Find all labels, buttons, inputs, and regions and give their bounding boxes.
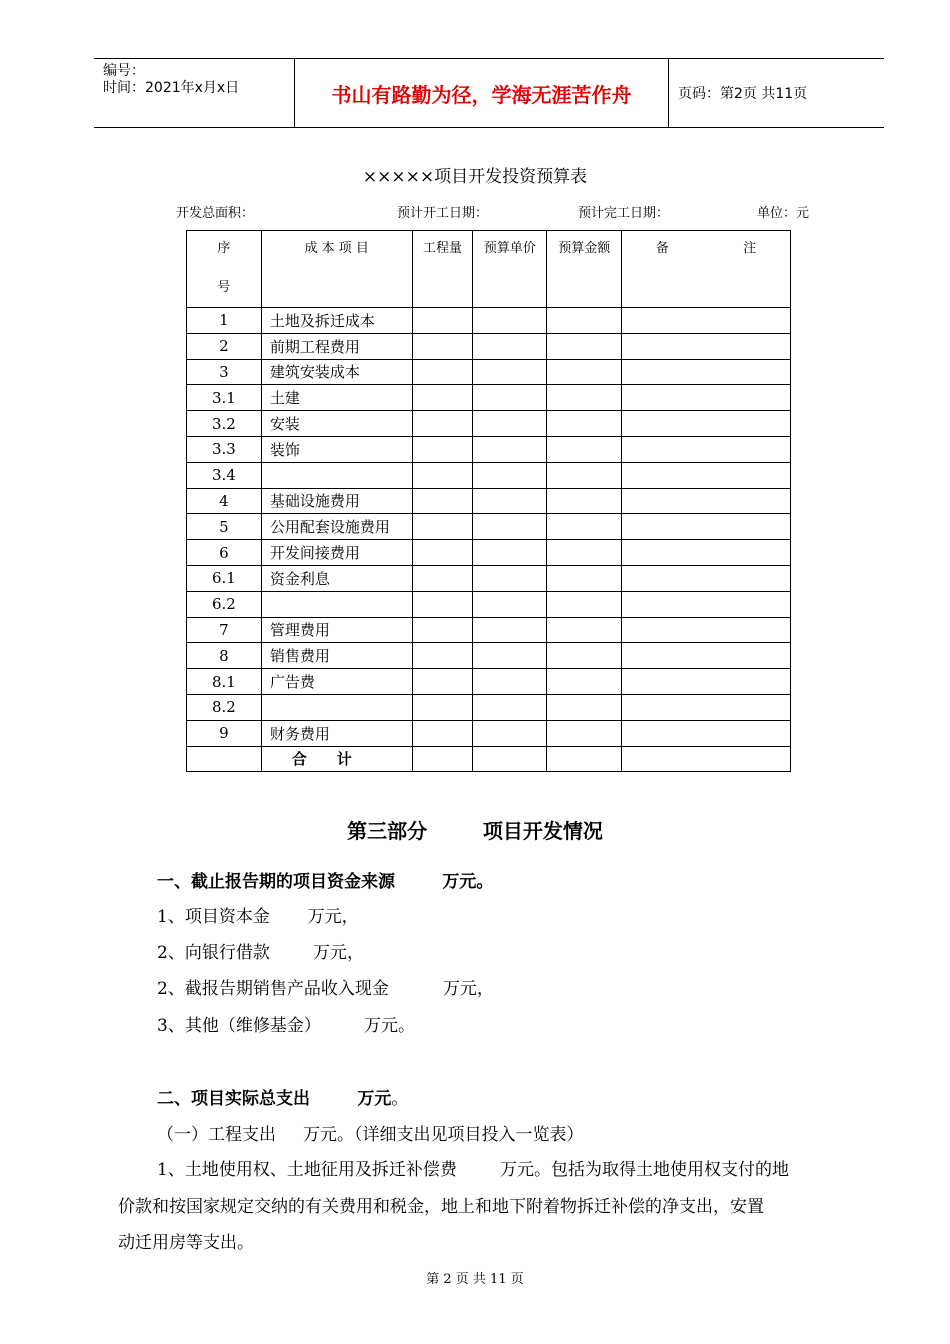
row-remark-cell bbox=[622, 514, 791, 540]
row-amount-cell bbox=[547, 488, 622, 514]
row-amount-cell bbox=[547, 514, 622, 540]
row-remark-cell bbox=[622, 385, 791, 411]
row-item: 前期工程费用 bbox=[261, 333, 412, 359]
row-remark-cell bbox=[622, 565, 791, 591]
table-body bbox=[187, 308, 791, 747]
row-unit-price-cell bbox=[473, 359, 547, 385]
row-item: 财务费用 bbox=[261, 720, 412, 746]
row-amount-cell bbox=[547, 669, 622, 695]
row-item: 销售费用 bbox=[261, 643, 412, 669]
row-unit-price-cell bbox=[473, 617, 547, 643]
row-quantity-cell bbox=[412, 591, 473, 617]
row-seq: 8.1 bbox=[187, 669, 262, 695]
row-amount-cell bbox=[547, 617, 622, 643]
table-row bbox=[187, 514, 791, 540]
row-seq: 3 bbox=[187, 359, 262, 385]
row-amount-cell bbox=[547, 359, 622, 385]
row-quantity-cell bbox=[412, 411, 473, 437]
row-quantity-cell bbox=[412, 436, 473, 462]
header-seq bbox=[187, 231, 262, 308]
funding-item-3: 2、截报告期销售产品收入现金 万元， bbox=[157, 979, 494, 999]
total-remark-cell bbox=[622, 746, 791, 772]
row-unit-price-cell bbox=[473, 565, 547, 591]
paragraph-line-1: 1、土地使用权、土地征用及拆迁补偿费 万元。包括为取得土地使用权支付的地 bbox=[157, 1160, 790, 1180]
row-unit-price-cell bbox=[473, 540, 547, 566]
table-row bbox=[187, 694, 791, 720]
row-remark-cell bbox=[622, 411, 791, 437]
funding-item-4: 3、其他（维修基金） 万元。 bbox=[157, 1016, 416, 1036]
row-seq: 8 bbox=[187, 643, 262, 669]
row-seq: 8.2 bbox=[187, 694, 262, 720]
row-seq: 4 bbox=[187, 488, 262, 514]
row-item: 安装 bbox=[261, 411, 412, 437]
heading-total-expenditure bbox=[157, 1084, 408, 1109]
row-unit-price-cell bbox=[473, 720, 547, 746]
section-title: 第三部分 项目开发情况 bbox=[347, 819, 603, 843]
header-unit-price: 预算单价 bbox=[473, 231, 547, 308]
total-amount-cell bbox=[547, 746, 622, 772]
row-remark-cell bbox=[622, 488, 791, 514]
budget-table bbox=[186, 230, 791, 772]
row-seq: 7 bbox=[187, 617, 262, 643]
row-amount-cell bbox=[547, 411, 622, 437]
row-quantity-cell bbox=[412, 385, 473, 411]
row-remark-cell bbox=[622, 359, 791, 385]
row-seq: 2 bbox=[187, 333, 262, 359]
paragraph-line-3: 动迁用房等支出。 bbox=[118, 1233, 254, 1253]
motto: 书山有路勤为径，学海无涯苦作舟 bbox=[295, 59, 669, 127]
page-header bbox=[94, 58, 884, 128]
row-quantity-cell bbox=[412, 462, 473, 488]
row-unit-price-cell bbox=[473, 436, 547, 462]
header-item: 成 本 项 目 bbox=[261, 231, 412, 308]
heading-funding-sources: 一、截止报告期的项目资金来源 万元。 bbox=[157, 872, 494, 892]
row-remark-cell bbox=[622, 591, 791, 617]
row-item: 土地及拆迁成本 bbox=[261, 308, 412, 334]
row-item bbox=[261, 694, 412, 720]
table-title: ×××××项目开发投资预算表 bbox=[362, 167, 588, 187]
row-remark-cell bbox=[622, 540, 791, 566]
row-seq: 3.2 bbox=[187, 411, 262, 437]
table-row bbox=[187, 436, 791, 462]
table-row bbox=[187, 565, 791, 591]
meta-area: 开发总面积： bbox=[176, 206, 255, 221]
row-unit-price-cell bbox=[473, 488, 547, 514]
row-remark-cell bbox=[622, 694, 791, 720]
row-quantity-cell bbox=[412, 333, 473, 359]
row-seq: 6 bbox=[187, 540, 262, 566]
row-amount-cell bbox=[547, 436, 622, 462]
row-item: 装饰 bbox=[261, 436, 412, 462]
row-seq: 3.4 bbox=[187, 462, 262, 488]
row-amount-cell bbox=[547, 333, 622, 359]
row-item: 广告费 bbox=[261, 669, 412, 695]
table-row bbox=[187, 359, 791, 385]
row-seq: 9 bbox=[187, 720, 262, 746]
row-seq: 3.3 bbox=[187, 436, 262, 462]
row-amount-cell bbox=[547, 462, 622, 488]
table-row bbox=[187, 411, 791, 437]
row-unit-price-cell bbox=[473, 694, 547, 720]
row-item bbox=[261, 462, 412, 488]
total-price-cell bbox=[473, 746, 547, 772]
row-quantity-cell bbox=[412, 514, 473, 540]
meta-unit: 单位：元 bbox=[757, 206, 810, 221]
table-row bbox=[187, 308, 791, 334]
table-row bbox=[187, 720, 791, 746]
row-unit-price-cell bbox=[473, 333, 547, 359]
row-seq: 6.2 bbox=[187, 591, 262, 617]
header-remark: 备 注 bbox=[622, 231, 791, 308]
table-header-row bbox=[187, 231, 791, 308]
header-seq-bottom: 号 bbox=[217, 280, 231, 295]
row-quantity-cell bbox=[412, 617, 473, 643]
header-quantity: 工程量 bbox=[412, 231, 473, 308]
row-seq: 3.1 bbox=[187, 385, 262, 411]
table-row bbox=[187, 669, 791, 695]
number-label: 编号： bbox=[103, 63, 145, 79]
row-remark-cell bbox=[622, 617, 791, 643]
row-quantity-cell bbox=[412, 359, 473, 385]
row-quantity-cell bbox=[412, 669, 473, 695]
row-unit-price-cell bbox=[473, 462, 547, 488]
row-remark-cell bbox=[622, 462, 791, 488]
row-item: 土建 bbox=[261, 385, 412, 411]
total-seq-cell bbox=[187, 746, 262, 772]
row-item: 开发间接费用 bbox=[261, 540, 412, 566]
row-remark-cell bbox=[622, 669, 791, 695]
row-remark-cell bbox=[622, 643, 791, 669]
meta-start-date: 预计开工日期： bbox=[397, 206, 489, 221]
row-remark-cell bbox=[622, 308, 791, 334]
row-unit-price-cell bbox=[473, 643, 547, 669]
table-row bbox=[187, 333, 791, 359]
row-amount-cell bbox=[547, 591, 622, 617]
paragraph-line-2: 价款和按国家规定交纳的有关费用和税金，地上和地下附着物拆迁补偿的净支出，安置 bbox=[118, 1197, 764, 1217]
table-row bbox=[187, 385, 791, 411]
row-item: 公用配套设施费用 bbox=[261, 514, 412, 540]
table-row bbox=[187, 488, 791, 514]
row-item: 基础设施费用 bbox=[261, 488, 412, 514]
row-seq: 5 bbox=[187, 514, 262, 540]
row-seq: 1 bbox=[187, 308, 262, 334]
row-unit-price-cell bbox=[473, 514, 547, 540]
row-unit-price-cell bbox=[473, 591, 547, 617]
row-unit-price-cell bbox=[473, 308, 547, 334]
row-amount-cell bbox=[547, 308, 622, 334]
row-amount-cell bbox=[547, 385, 622, 411]
funding-item-1: 1、项目资本金 万元， bbox=[157, 907, 359, 927]
row-amount-cell bbox=[547, 565, 622, 591]
row-unit-price-cell bbox=[473, 385, 547, 411]
meta-end-date: 预计完工日期： bbox=[578, 206, 670, 221]
header-amount: 预算金额 bbox=[547, 231, 622, 308]
table-row bbox=[187, 591, 791, 617]
row-item: 管理费用 bbox=[261, 617, 412, 643]
row-quantity-cell bbox=[412, 565, 473, 591]
row-quantity-cell bbox=[412, 643, 473, 669]
page-footer: 第 2 页 共 11 页 bbox=[426, 1272, 524, 1287]
table-row bbox=[187, 540, 791, 566]
header-left-cell bbox=[94, 59, 295, 127]
row-remark-cell bbox=[622, 720, 791, 746]
row-item bbox=[261, 591, 412, 617]
total-label: 合计 bbox=[261, 746, 412, 772]
row-quantity-cell bbox=[412, 540, 473, 566]
row-unit-price-cell bbox=[473, 669, 547, 695]
row-remark-cell bbox=[622, 436, 791, 462]
table-row bbox=[187, 643, 791, 669]
row-amount-cell bbox=[547, 540, 622, 566]
heading-total-expenditure-end: 。 bbox=[391, 1089, 409, 1109]
time-label: 时间：2021年x月x日 bbox=[103, 80, 240, 96]
row-seq: 6.1 bbox=[187, 565, 262, 591]
row-amount-cell bbox=[547, 694, 622, 720]
row-quantity-cell bbox=[412, 694, 473, 720]
row-amount-cell bbox=[547, 720, 622, 746]
row-quantity-cell bbox=[412, 488, 473, 514]
funding-item-2: 2、向银行借款 万元， bbox=[157, 943, 365, 963]
total-row bbox=[187, 746, 791, 772]
page-info: 页码：第2页 共11页 bbox=[678, 86, 808, 102]
header-seq-top: 序 bbox=[217, 241, 231, 256]
table-row bbox=[187, 462, 791, 488]
row-remark-cell bbox=[622, 333, 791, 359]
row-quantity-cell bbox=[412, 308, 473, 334]
row-amount-cell bbox=[547, 643, 622, 669]
engineering-expense: （一）工程支出 万元。（详细支出见项目投入一览表） bbox=[157, 1125, 584, 1145]
row-unit-price-cell bbox=[473, 411, 547, 437]
row-item: 资金利息 bbox=[261, 565, 412, 591]
row-quantity-cell bbox=[412, 720, 473, 746]
total-quantity-cell bbox=[412, 746, 473, 772]
row-item: 建筑安装成本 bbox=[261, 359, 412, 385]
heading-total-expenditure-text: 二、项目实际总支出 万元 bbox=[157, 1089, 392, 1109]
table-row bbox=[187, 617, 791, 643]
